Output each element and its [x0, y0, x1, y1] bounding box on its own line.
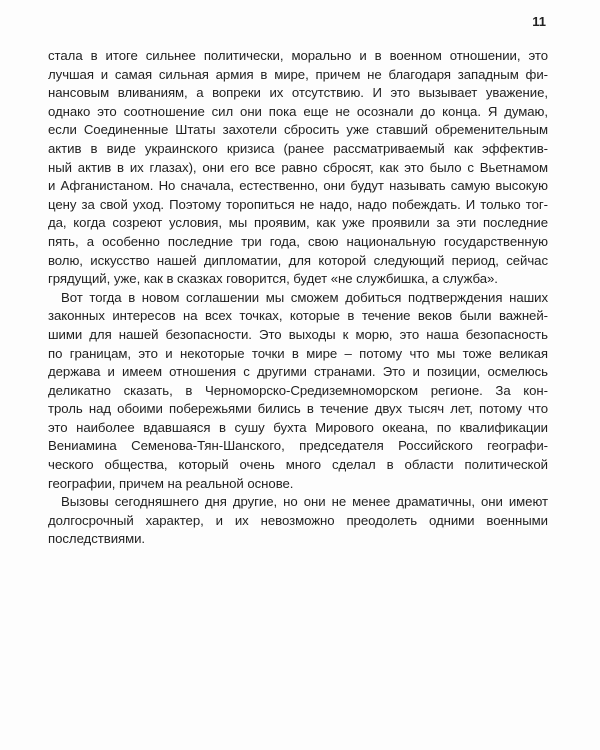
text-line: однако это соотношение сил они пока еще не осознали до конца. Я думаю,	[48, 103, 548, 119]
text-line: и Афганистаном. Но сначала, естественно, они будут называть самую высокую	[48, 178, 548, 194]
paragraph-1	[48, 47, 548, 289]
text-line: пять, а особенно последние три года, свою национальную государственную	[48, 233, 548, 249]
text-line: это наиболее вдавшаяся в сушу бухта Мирового океана, по квалификации	[48, 419, 548, 435]
text-line: цену за свой уход. Поэтому торопиться не надо, надо побеждать. И только тог-	[48, 196, 548, 212]
text-line: долгосрочный характер, и их невозможно преодолеть одними военными	[48, 512, 548, 528]
text-line: ческого общества, который очень много сделал в области политической	[48, 457, 548, 473]
text-line: волю, искусство нашей дипломатии, для которой следующий период, сейчас	[48, 252, 548, 268]
text-line: Вызовы сегодняшнего дня другие, но они не менее драматичны, они имеют	[61, 494, 548, 510]
text-line: географии, причем на реальной основе.	[48, 475, 294, 491]
text-line: стала в итоге сильнее политически, морально и в военном отношении, это	[48, 48, 548, 63]
text-line: актив в виде украинского кризиса (ранее рассматриваемый как эффектив-	[48, 140, 548, 156]
text-line: держава и имеем отношения с другими странами. Это и позиции, осмелюсь	[48, 364, 548, 380]
text-line: последствиями.	[48, 531, 146, 547]
text-line: деликатно сказать, в Черноморско-Средиземноморском регионе. За кон-	[48, 382, 548, 398]
text-line: троль над обоими побережьями бились в течение двух тысяч лет, потому что	[48, 401, 548, 417]
text-line: да, когда созреют условия, мы проявим, как уже проявили за эти последние	[48, 215, 548, 231]
text-line: шими для нашей безопасности. Это выходы к морю, это наша безопасность	[48, 326, 548, 342]
paragraph-2	[48, 289, 548, 494]
text-line: Вот тогда в новом соглашении мы сможем добиться подтверждения наших	[61, 289, 548, 305]
text-line: Вениамина Семенова-Тян-Шанского, председателя Российского географи-	[48, 438, 548, 454]
text-line: ный актив в их глазах), они его все равно сбросят, как это было с Вьетнамом	[48, 159, 548, 175]
page-number: 11	[532, 14, 546, 29]
text-line: грядущий, уже, как в сказках говорится, будет «не службишка, а служба».	[48, 271, 498, 287]
body-text	[48, 47, 548, 549]
text-line: законных интересов на всех точках, которые в течение веков были важней-	[48, 308, 548, 324]
text-line: лучшая и самая сильная армия в мире, причем не благодаря западным фи-	[48, 66, 548, 82]
text-line: нансовым вливаниям, а вопреки их отсутствию. И это вызывает уважение,	[48, 85, 548, 101]
text-line: по границам, это и некоторые точки в мире – потому что мы тоже великая	[48, 345, 548, 361]
paragraph-3	[48, 493, 548, 549]
text-line: если Соединенные Штаты захотели сбросить уже ставший обременительным	[48, 122, 548, 138]
